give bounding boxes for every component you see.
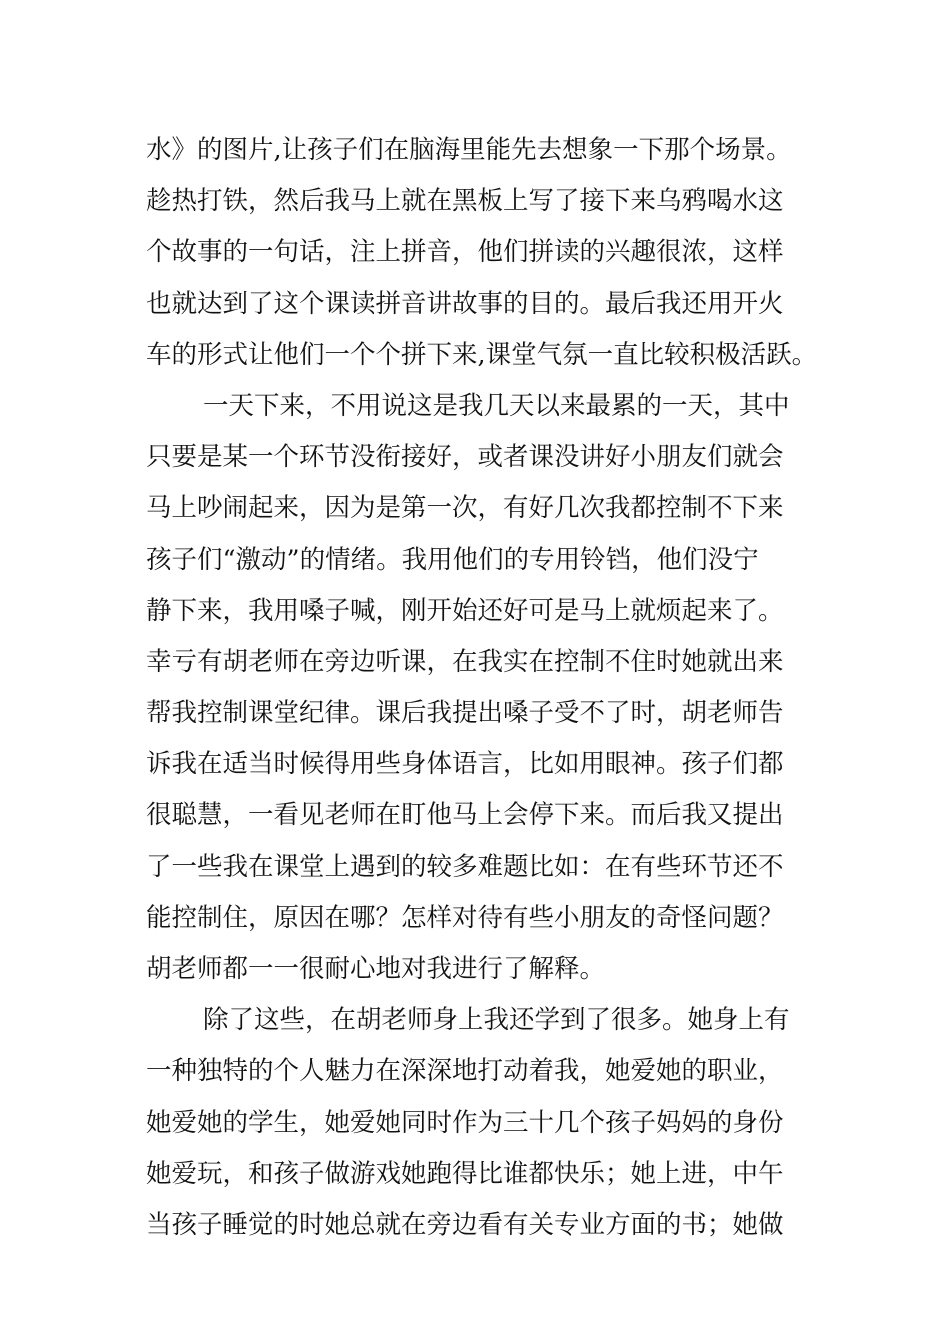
text-line: 帮我控制课堂纪律。课后我提出嗓子受不了时，胡老师告: [146, 698, 784, 729]
paragraph-first-line: 一天下来，不用说这是我几天以来最累的一天，其中: [203, 390, 790, 421]
text-line: 诉我在适当时候得用些身体语言，比如用眼神。孩子们都: [146, 749, 784, 780]
text-line: 胡老师都一一很耐心地对我进行了解释。: [146, 954, 606, 984]
text-line: 当孩子睡觉的时她总就在旁边看有关专业方面的书；她做: [146, 1209, 784, 1240]
text-line: 趁热打铁，然后我马上就在黑板上写了接下来乌鸦喝水这: [146, 186, 784, 217]
text-line: 幸亏有胡老师在旁边听课，在我实在控制不住时她就出来: [146, 646, 784, 677]
text-line: 只要是某一个环节没衔接好，或者课没讲好小朋友们就会: [146, 442, 784, 473]
text-line: 车的形式让他们一个个拼下来,课堂气氛一直比较积极活跃。: [146, 339, 818, 370]
text-line: 孩子们“激动”的情绪。我用他们的专用铃铛，他们没宁: [146, 544, 759, 575]
text-line: 个故事的一句话，注上拼音，他们拼读的兴趣很浓，这样: [146, 237, 784, 268]
text-line: 马上吵闹起来，因为是第一次，有好几次我都控制不下来: [146, 493, 784, 524]
body-text: [146, 125, 826, 1251]
paragraph-first-line: 除了这些，在胡老师身上我还学到了很多。她身上有: [203, 1005, 790, 1036]
text-line: 水》的图片,让孩子们在脑海里能先去想象一下那个场景。: [146, 135, 792, 165]
text-line: 很聪慧，一看见老师在盯他马上会停下来。而后我又提出: [146, 800, 784, 831]
text-line: 了一些我在课堂上遇到的较多难题比如：在有些环节还不: [146, 851, 784, 882]
text-line: 也就达到了这个课读拼音讲故事的目的。最后我还用开火: [146, 288, 784, 319]
text-line: 一种独特的个人魅力在深深地打动着我，她爱她的职业，: [146, 1056, 784, 1087]
text-line: 静下来，我用嗓子喊，刚开始还好可是马上就烦起来了。: [146, 595, 784, 626]
text-line: 她爱她的学生，她爱她同时作为三十几个孩子妈妈的身份: [146, 1107, 784, 1138]
text-line: 能控制住，原因在哪？怎样对待有些小朋友的奇怪问题？: [146, 902, 784, 933]
text-line: 她爱玩，和孩子做游戏她跑得比谁都快乐；她上进，中午: [146, 1158, 784, 1189]
